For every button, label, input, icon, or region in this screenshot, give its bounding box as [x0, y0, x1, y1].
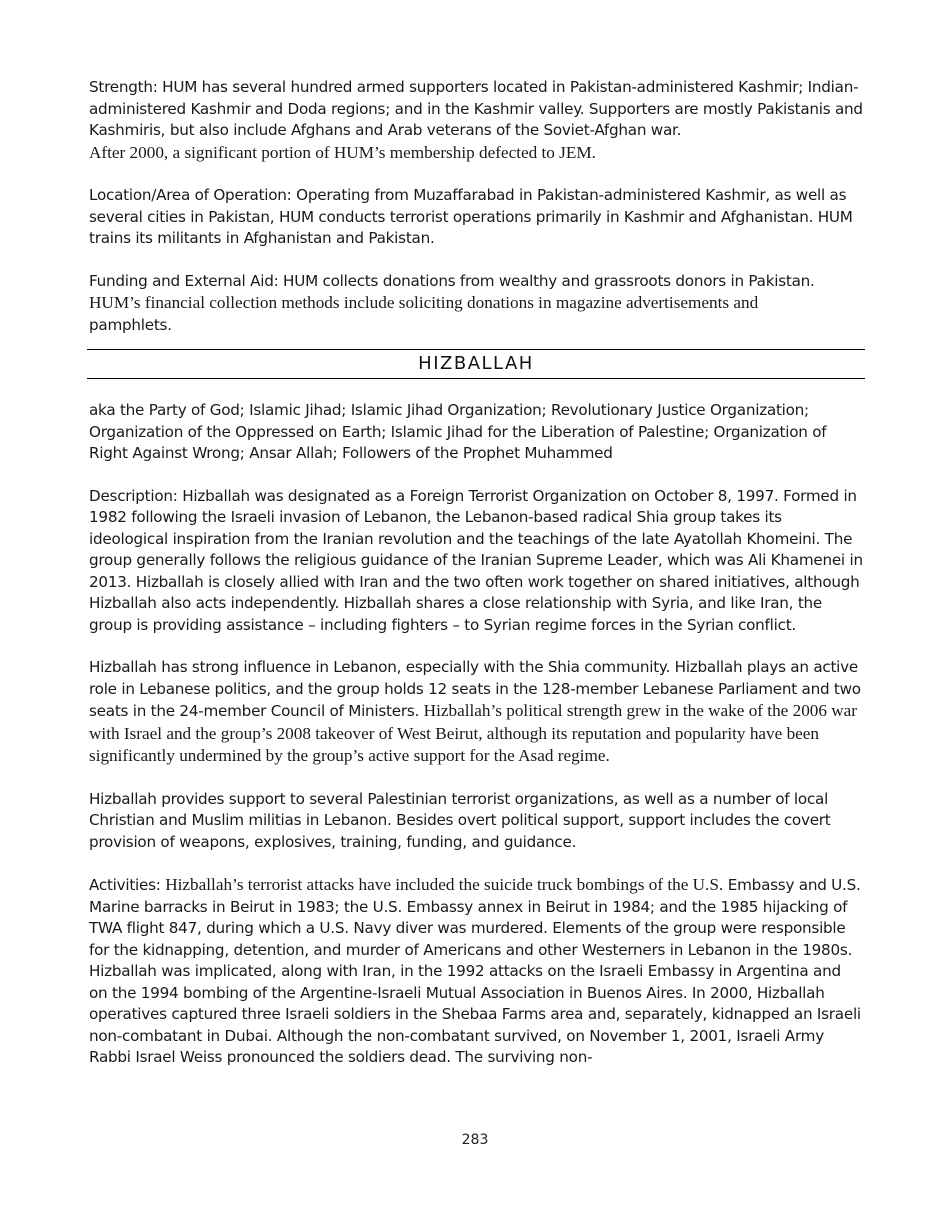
activities-text-2: Embassy and U.S. Marine barracks in Beirut in 1983; the U.S. Embassy annex in Beirut in 1984; and the 1985 hijacking of TWA flight 847, during which a U.S. Navy diver was murdered. Elements of the group were responsible for the kidnapping, detention, and murder of Americans and other Westerners in Lebanon in the 1980s. Hizballah was implicated, along with Iran, in the 1992 attacks on the Israeli Embassy in Argentina and on the 1994 bombing of the Argentine-Israeli Mutual Association in Buenos Aires. In 2000, Hizballah operatives captured three Israeli soldiers in the Shebaa Farms area and, separately, kidnapped an Israeli non-combatant in Dubai. Although the non-combatant survived, on November 1, 2001, Israeli Army Rabbi Israel Weiss pronounced the soldiers dead. The surviving non-: [89, 876, 861, 1066]
support-paragraph: Hizballah provides support to several Palestinian terrorist organizations, as well as a number of local Christian and Muslim militias in Lebanon. Besides overt political support, support includes the covert provision of weapons, explosives, training, funding, and guidance.: [89, 789, 831, 851]
location-label: Location/Area of Operation:: [89, 186, 292, 204]
document-page: [89, 77, 863, 1069]
activities-paragraph: [89, 874, 863, 1069]
funding-label: Funding and External Aid:: [89, 271, 279, 290]
influence-text: Hizballah has strong influence in Lebanon, especially with the Shia community. Hizballah plays an active role in Lebanese politics, and the group holds 12 seats in the 128-member Lebanese Parliament and two seats in the 24-member Council of Ministers.: [89, 658, 861, 720]
aka-paragraph: aka the Party of God; Islamic Jihad; Islamic Jihad Organization; Revolutionary Justice Organization; Organization of the Oppressed on Earth; Islamic Jihad for the Liberation of Palestine; Organization of Right Against Wrong; Ansar Allah; Followers of the Prophet Muhammed: [89, 401, 827, 462]
location-text: Operating from Muzaffarabad in Pakistan-administered Kashmir, as well as several cities in Pakistan, HUM conducts terrorist operations primarily in Kashmir and Afghanistan. HUM trains its militants in Afghanistan and Pakistan.: [89, 186, 853, 247]
funding-text: HUM collects donations from wealthy and grassroots donors in Pakistan.: [283, 271, 815, 290]
section-title: HIZBALLAH: [418, 353, 534, 375]
description-paragraph: [89, 486, 863, 637]
activities-label: Activities:: [89, 876, 161, 894]
influence-text-2: Hizballah’s political strength grew in the wake of the 2006 war with Israel and the group’s 2008 takeover of West Beirut, although its reputation and popularity have been significantly undermined by the group’s active support for the Asad regime.: [89, 701, 858, 765]
hum-strength-paragraph: [89, 77, 863, 164]
activities-text-1: Hizballah’s terrorist attacks have included the suicide truck bombings of the U.S.: [165, 875, 724, 894]
funding-text-2: HUM’s financial collection methods include soliciting donations in magazine advertisements and: [89, 293, 759, 312]
page-number: 283: [461, 1132, 489, 1148]
influence-paragraph: [89, 657, 863, 768]
hum-funding-paragraph: [89, 271, 863, 337]
strength-text: HUM has several hundred armed supporters located in Pakistan-administered Kashmir; Indian-administered Kashmir and Doda regions; and in the Kashmir valley. Supporters are mostly Pakistanis and Kashmiris, but also include Afghans and Arab veterans of the Soviet-Afghan war.: [89, 78, 863, 139]
strength-text-2: After 2000, a significant portion of HUM’s membership defected to JEM.: [89, 142, 596, 162]
funding-text-3: pamphlets.: [89, 315, 172, 334]
hum-location-paragraph: [89, 185, 863, 250]
description-text: Hizballah was designated as a Foreign Terrorist Organization on October 8, 1997. Formed in 1982 following the Israeli invasion of Lebanon, the Lebanon-based radical Shia group takes its ideological inspiration from the Iranian revolution and the teachings of the late Ayatollah Khomeini. The group generally follows the religious guidance of the Iranian Supreme Leader, which was Ali Khamenei in 2013. Hizballah is closely allied with Iran and the two often work together on shared initiatives, although Hizballah also acts independently. Hizballah shares a close relationship with Syria, and like Iran, the group is providing assistance – including fighters – to Syrian regime forces in the Syrian conflict.: [89, 486, 863, 634]
strength-label: Strength:: [89, 78, 158, 96]
section-header: [87, 349, 865, 379]
description-label: Description:: [89, 486, 178, 505]
